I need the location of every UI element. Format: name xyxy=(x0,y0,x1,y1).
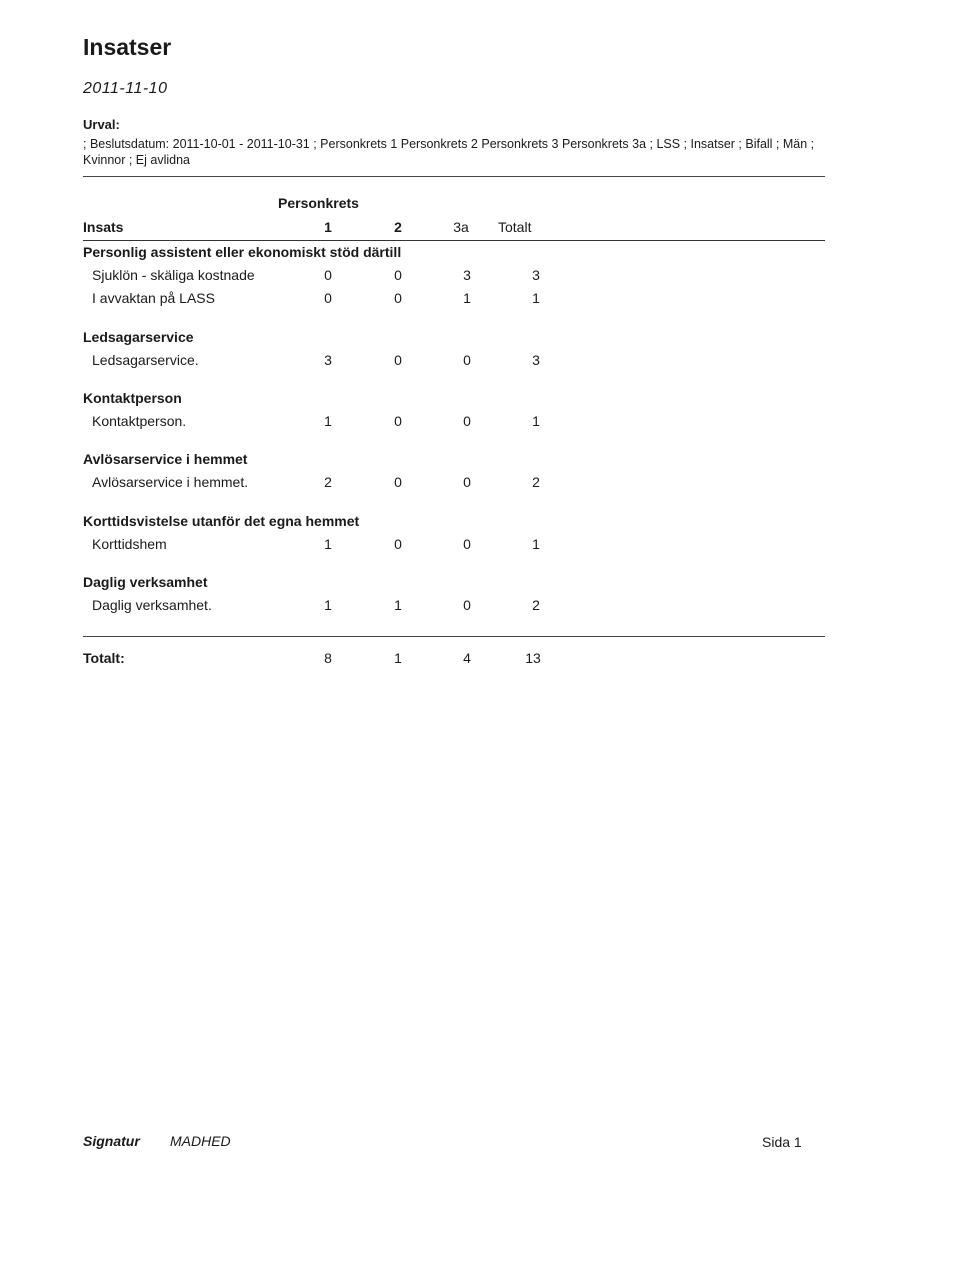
signature-value: MADHED xyxy=(170,1133,231,1149)
row-value-2: 0 xyxy=(394,536,402,552)
row-value-2: 0 xyxy=(394,474,402,490)
totals-divider xyxy=(83,636,825,637)
column-header-1: 1 xyxy=(324,219,332,235)
row-label: Daglig verksamhet. xyxy=(92,597,212,613)
row-value-1: 1 xyxy=(324,597,332,613)
row-label: Korttidshem xyxy=(92,536,167,552)
row-value-total: 1 xyxy=(532,536,540,552)
row-value-3a: 3 xyxy=(463,267,471,283)
header-divider xyxy=(83,176,825,177)
row-value-3a: 1 xyxy=(463,290,471,306)
row-value-2: 1 xyxy=(394,597,402,613)
row-value-3a: 0 xyxy=(463,597,471,613)
row-value-total: 1 xyxy=(532,413,540,429)
group-header-personkrets: Personkrets xyxy=(278,195,359,211)
row-value-total: 3 xyxy=(532,352,540,368)
totals-value-total: 13 xyxy=(525,650,541,666)
row-value-total: 1 xyxy=(532,290,540,306)
row-label: Avlösarservice i hemmet. xyxy=(92,474,249,490)
row-value-1: 3 xyxy=(324,352,332,368)
category-heading: Personlig assistent eller ekonomiskt stöd därtill xyxy=(83,244,402,260)
column-header-2: 2 xyxy=(394,219,402,235)
row-value-total: 2 xyxy=(532,474,540,490)
selection-criteria: ; Beslutsdatum: 2011-10-01 - 2011-10-31 ; Personkrets 1 Personkrets 2 Personkrets 3 Personkrets 3a ; LSS ; Insatser ; Bifall ; Män ; Kvinnor ; Ej avlidna xyxy=(83,137,815,167)
row-label: Kontaktperson. xyxy=(92,413,187,429)
category-heading: Daglig verksamhet xyxy=(83,574,208,590)
category-heading: Kontaktperson xyxy=(83,390,182,406)
row-value-1: 0 xyxy=(324,290,332,306)
totals-value-2: 1 xyxy=(394,650,402,666)
table-header-divider xyxy=(83,240,825,241)
row-value-2: 0 xyxy=(394,352,402,368)
column-header-insats: Insats xyxy=(83,219,124,235)
page-number: Sida 1 xyxy=(762,1134,802,1150)
row-value-1: 2 xyxy=(324,474,332,490)
row-value-3a: 0 xyxy=(463,413,471,429)
row-label: I avvaktan på LASS xyxy=(92,290,215,306)
category-heading: Avlösarservice i hemmet xyxy=(83,451,248,467)
signature-label: Signatur xyxy=(83,1133,140,1149)
report-date: 2011-11-10 xyxy=(83,80,168,97)
totals-label: Totalt: xyxy=(83,650,125,666)
row-value-total: 2 xyxy=(532,597,540,613)
row-value-1: 0 xyxy=(324,267,332,283)
row-value-total: 3 xyxy=(532,267,540,283)
row-value-2: 0 xyxy=(394,413,402,429)
category-heading: Ledsagarservice xyxy=(83,329,194,345)
category-heading: Korttidsvistelse utanför det egna hemmet xyxy=(83,513,360,529)
selection-label: Urval: xyxy=(83,117,120,132)
row-value-3a: 0 xyxy=(463,536,471,552)
page-title: Insatser xyxy=(83,34,172,60)
row-value-1: 1 xyxy=(324,536,332,552)
row-label: Ledsagarservice. xyxy=(92,352,199,368)
row-label: Sjuklön - skäliga kostnade xyxy=(92,267,255,283)
column-header-3a: 3a xyxy=(453,219,469,235)
row-value-3a: 0 xyxy=(463,474,471,490)
row-value-2: 0 xyxy=(394,290,402,306)
row-value-1: 1 xyxy=(324,413,332,429)
totals-value-1: 8 xyxy=(324,650,332,666)
column-header-totalt: Totalt xyxy=(498,219,532,235)
row-value-3a: 0 xyxy=(463,352,471,368)
totals-value-3a: 4 xyxy=(463,650,471,666)
row-value-2: 0 xyxy=(394,267,402,283)
